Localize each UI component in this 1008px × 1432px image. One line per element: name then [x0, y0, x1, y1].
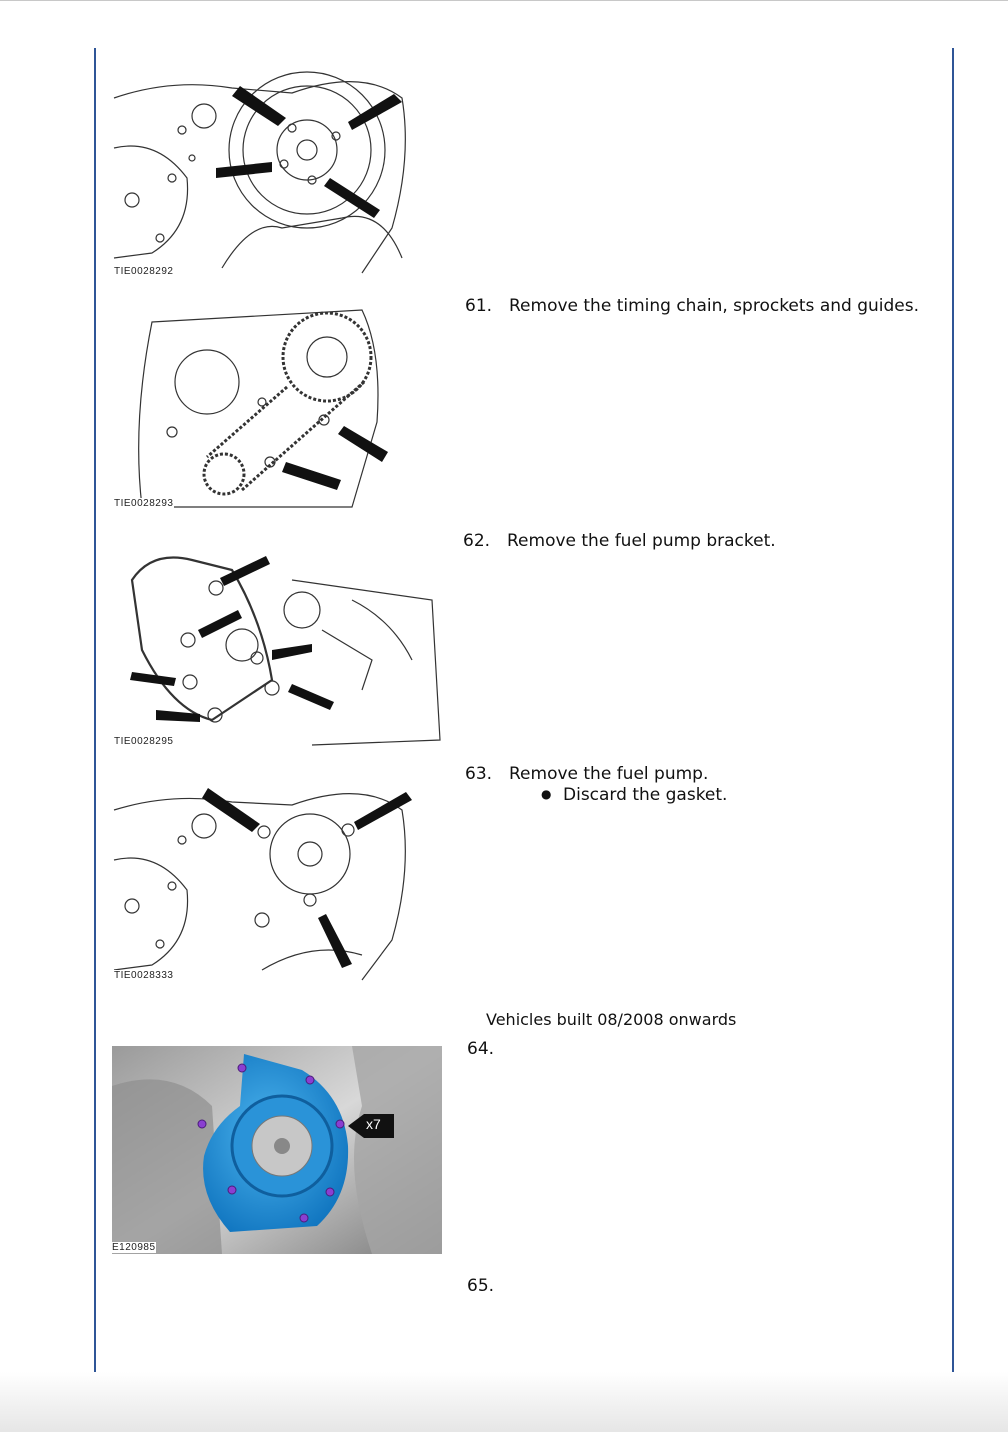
- figure-id: TIE0028293: [114, 498, 174, 509]
- step-number: 61.: [465, 296, 493, 316]
- step-62: [463, 531, 776, 551]
- left-margin-rule: [94, 48, 96, 1372]
- figure-fuel-pump-drawing: [112, 780, 442, 986]
- figure-timing-chain: [112, 302, 392, 512]
- figure-sprocket-bolts-drawing: [112, 68, 442, 280]
- figure-timing-chain-drawing: [112, 302, 392, 512]
- vehicles-built-note: Vehicles built 08/2008 onwards: [486, 1010, 737, 1029]
- bullet-dot: ●: [541, 787, 552, 801]
- figure-rear-plate-drawing: [112, 1046, 442, 1254]
- step-63-bullet: [541, 785, 727, 805]
- step-63: [465, 764, 708, 784]
- bullet-text: Discard the gasket.: [563, 785, 728, 805]
- figure-id: TIE0028292: [114, 266, 174, 277]
- figure-fuel-pump-bracket: [112, 540, 442, 750]
- step-number: 64.: [467, 1039, 495, 1059]
- figure-fuel-pump-bracket-drawing: [112, 540, 442, 750]
- step-number: 65.: [467, 1276, 495, 1296]
- step-number: 63.: [465, 764, 493, 784]
- step-65: [467, 1276, 511, 1296]
- quantity-badge: x7: [366, 1116, 381, 1132]
- figure-sprocket-bolts: [112, 68, 442, 280]
- right-margin-rule: [952, 48, 954, 1372]
- figure-id: E120985: [112, 1242, 156, 1253]
- step-61: [465, 296, 919, 316]
- step-text: Remove the timing chain, sprockets and guides.: [509, 296, 920, 316]
- figure-id: TIE0028333: [114, 970, 174, 981]
- step-text: Remove the fuel pump.: [509, 764, 709, 784]
- figure-id: TIE0028295: [114, 736, 174, 747]
- page-top-border: [0, 0, 1008, 1]
- figure-rear-plate: [112, 1046, 442, 1254]
- figure-fuel-pump: [112, 780, 442, 986]
- page-bottom-shadow: [0, 1372, 1008, 1432]
- step-text: Remove the fuel pump bracket.: [507, 531, 776, 551]
- step-64: [467, 1039, 511, 1059]
- step-number: 62.: [463, 531, 491, 551]
